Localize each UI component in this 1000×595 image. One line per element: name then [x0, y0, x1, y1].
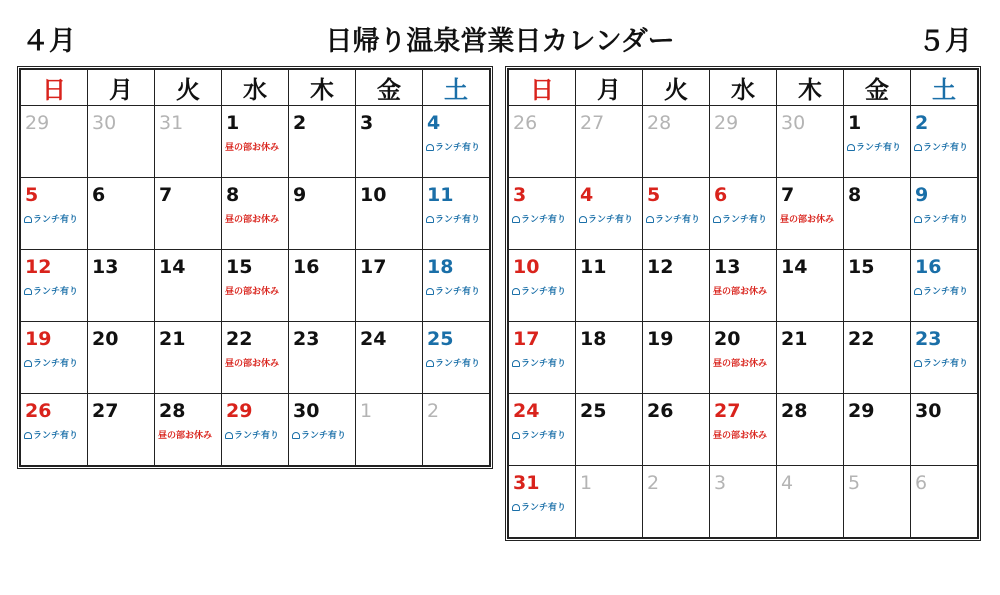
- onsen-icon: [426, 216, 434, 223]
- lunch-available-note: [426, 214, 480, 226]
- weekday-tue: 火: [155, 70, 222, 106]
- weekday-mon: 月: [576, 70, 643, 106]
- day-number: 11: [580, 256, 607, 278]
- day-number: 3: [714, 472, 727, 494]
- weekday-thu: 木: [777, 70, 844, 106]
- lunch-available-note: [426, 142, 480, 154]
- day-cell: [777, 178, 844, 250]
- lunch-label: ランチ有り: [435, 215, 481, 225]
- day-cell: [911, 250, 978, 322]
- day-number: 29: [848, 400, 875, 422]
- day-number: 17: [513, 328, 540, 350]
- day-number: 26: [647, 400, 674, 422]
- day-cell: [289, 178, 356, 250]
- april-calendar: [17, 66, 493, 469]
- day-cell: [88, 322, 155, 394]
- day-number: 2: [427, 400, 440, 422]
- day-cell: [155, 106, 222, 178]
- onsen-icon: [24, 432, 32, 439]
- day-number: 19: [25, 328, 52, 350]
- day-number: 30: [92, 112, 117, 134]
- day-number: 23: [915, 328, 942, 350]
- weekday-sat: 土: [911, 70, 978, 106]
- weekday-header-row: [509, 70, 978, 106]
- lunch-label: ランチ有り: [923, 359, 969, 369]
- day-cell: [911, 178, 978, 250]
- lunch-closed-note: 昼の部お休み: [780, 215, 835, 225]
- day-cell: [222, 250, 289, 322]
- day-number: 7: [781, 184, 795, 206]
- day-cell: [21, 250, 88, 322]
- lunch-closed-note: 昼の部お休み: [713, 359, 768, 369]
- day-number: 18: [427, 256, 454, 278]
- lunch-closed-note: 昼の部お休み: [225, 359, 280, 369]
- day-cell: [576, 322, 643, 394]
- day-number: 28: [781, 400, 808, 422]
- onsen-icon: [914, 144, 922, 151]
- day-cell: [844, 466, 911, 538]
- lunch-closed-note: 昼の部お休み: [158, 431, 213, 441]
- onsen-icon: [914, 360, 922, 367]
- lunch-available-note: [24, 214, 78, 226]
- onsen-icon: [24, 216, 32, 223]
- lunch-available-note: [426, 358, 480, 370]
- week-row: [509, 250, 978, 322]
- day-number: 27: [580, 112, 605, 134]
- day-cell: [777, 466, 844, 538]
- day-cell: [289, 250, 356, 322]
- day-cell: [222, 178, 289, 250]
- day-number: 21: [159, 328, 186, 350]
- day-cell: [643, 322, 710, 394]
- day-cell: [155, 394, 222, 466]
- onsen-icon: [512, 504, 520, 511]
- day-cell: [21, 178, 88, 250]
- day-cell: [88, 250, 155, 322]
- lunch-label: ランチ有り: [33, 287, 79, 297]
- onsen-icon: [426, 144, 434, 151]
- day-number: 11: [427, 184, 454, 206]
- day-number: 4: [781, 472, 794, 494]
- lunch-label: ランチ有り: [234, 431, 280, 441]
- weekday-wed: 水: [222, 70, 289, 106]
- day-number: 8: [848, 184, 862, 206]
- lunch-available-note: [847, 142, 901, 154]
- lunch-available-note: [713, 214, 767, 226]
- weekday-mon: 月: [88, 70, 155, 106]
- onsen-icon: [512, 432, 520, 439]
- onsen-icon: [225, 432, 233, 439]
- week-row: [509, 394, 978, 466]
- day-cell: [222, 394, 289, 466]
- lunch-label: ランチ有り: [435, 143, 481, 153]
- day-cell: [21, 322, 88, 394]
- day-cell: [289, 106, 356, 178]
- day-cell: [710, 322, 777, 394]
- lunch-label: ランチ有り: [722, 215, 768, 225]
- weekday-tue: 火: [643, 70, 710, 106]
- day-cell: [777, 322, 844, 394]
- day-cell: [777, 394, 844, 466]
- day-cell: [423, 250, 490, 322]
- day-cell: [423, 178, 490, 250]
- day-number: 2: [915, 112, 929, 134]
- lunch-available-note: [914, 214, 968, 226]
- day-cell: [576, 466, 643, 538]
- lunch-available-note: [914, 286, 968, 298]
- may-calendar: [505, 66, 981, 541]
- day-number: 26: [25, 400, 52, 422]
- day-cell: [643, 466, 710, 538]
- day-number: 12: [647, 256, 674, 278]
- day-cell: [911, 394, 978, 466]
- weekday-sun: 日: [509, 70, 576, 106]
- day-number: 28: [647, 112, 672, 134]
- day-number: 28: [159, 400, 186, 422]
- day-number: 25: [427, 328, 454, 350]
- week-row: [509, 322, 978, 394]
- day-cell: [155, 178, 222, 250]
- day-number: 21: [781, 328, 808, 350]
- day-number: 29: [226, 400, 253, 422]
- lunch-label: ランチ有り: [33, 431, 79, 441]
- day-number: 5: [25, 184, 39, 206]
- day-number: 10: [513, 256, 540, 278]
- day-number: 14: [159, 256, 186, 278]
- day-number: 8: [226, 184, 240, 206]
- lunch-available-note: [512, 502, 566, 514]
- day-number: 16: [915, 256, 942, 278]
- day-cell: [289, 394, 356, 466]
- lunch-available-note: [225, 430, 279, 442]
- week-row: [509, 106, 978, 178]
- day-cell: [911, 466, 978, 538]
- day-number: 18: [580, 328, 607, 350]
- day-number: 2: [293, 112, 307, 134]
- day-number: 6: [915, 472, 928, 494]
- day-cell: [710, 466, 777, 538]
- day-number: 30: [293, 400, 320, 422]
- day-cell: [509, 322, 576, 394]
- day-cell: [643, 250, 710, 322]
- lunch-label: ランチ有り: [521, 431, 567, 441]
- day-cell: [88, 394, 155, 466]
- day-number: 15: [226, 256, 253, 278]
- week-row: [21, 322, 490, 394]
- day-number: 7: [159, 184, 173, 206]
- onsen-icon: [646, 216, 654, 223]
- day-cell: [911, 322, 978, 394]
- lunch-closed-note: 昼の部お休み: [225, 143, 280, 153]
- day-cell: [643, 178, 710, 250]
- day-number: 22: [848, 328, 875, 350]
- onsen-icon: [512, 288, 520, 295]
- weekday-sun: 日: [21, 70, 88, 106]
- day-number: 26: [513, 112, 538, 134]
- day-number: 31: [159, 112, 184, 134]
- lunch-available-note: [512, 286, 566, 298]
- lunch-available-note: [512, 214, 566, 226]
- week-row: [509, 466, 978, 538]
- day-number: 30: [915, 400, 942, 422]
- weekday-fri: 金: [356, 70, 423, 106]
- day-number: 1: [848, 112, 862, 134]
- weekday-wed: 水: [710, 70, 777, 106]
- day-cell: [844, 178, 911, 250]
- weekday-fri: 金: [844, 70, 911, 106]
- onsen-icon: [847, 144, 855, 151]
- lunch-available-note: [24, 430, 78, 442]
- day-cell: [576, 106, 643, 178]
- lunch-available-note: [292, 430, 346, 442]
- day-number: 30: [781, 112, 806, 134]
- day-cell: [710, 394, 777, 466]
- day-cell: [356, 106, 423, 178]
- week-row: [21, 250, 490, 322]
- onsen-icon: [914, 216, 922, 223]
- lunch-closed-note: 昼の部お休み: [713, 431, 768, 441]
- day-number: 4: [427, 112, 441, 134]
- day-cell: [356, 250, 423, 322]
- day-cell: [289, 322, 356, 394]
- day-cell: [423, 394, 490, 466]
- day-number: 27: [714, 400, 741, 422]
- lunch-available-note: [24, 358, 78, 370]
- lunch-label: ランチ有り: [435, 359, 481, 369]
- day-number: 10: [360, 184, 387, 206]
- onsen-icon: [512, 216, 520, 223]
- day-number: 24: [513, 400, 540, 422]
- onsen-icon: [426, 360, 434, 367]
- day-cell: [844, 322, 911, 394]
- day-cell: [88, 178, 155, 250]
- day-number: 5: [647, 184, 661, 206]
- day-cell: [710, 178, 777, 250]
- lunch-label: ランチ有り: [655, 215, 701, 225]
- lunch-label: ランチ有り: [521, 359, 567, 369]
- day-cell: [710, 106, 777, 178]
- lunch-available-note: [914, 358, 968, 370]
- onsen-icon: [512, 360, 520, 367]
- day-cell: [509, 106, 576, 178]
- april-month-label: ４月: [22, 26, 76, 57]
- lunch-label: ランチ有り: [301, 431, 347, 441]
- day-number: 13: [92, 256, 119, 278]
- may-month-label: ５月: [918, 26, 972, 57]
- onsen-icon: [426, 288, 434, 295]
- day-cell: [21, 106, 88, 178]
- day-number: 1: [226, 112, 240, 134]
- day-cell: [509, 394, 576, 466]
- day-cell: [509, 466, 576, 538]
- day-number: 3: [513, 184, 527, 206]
- day-cell: [643, 394, 710, 466]
- day-number: 24: [360, 328, 387, 350]
- lunch-label: ランチ有り: [856, 143, 902, 153]
- day-number: 14: [781, 256, 808, 278]
- lunch-available-note: [512, 358, 566, 370]
- week-row: [21, 394, 490, 466]
- day-cell: [155, 250, 222, 322]
- day-cell: [356, 322, 423, 394]
- day-number: 3: [360, 112, 374, 134]
- lunch-available-note: [646, 214, 700, 226]
- day-cell: [710, 250, 777, 322]
- lunch-closed-note: 昼の部お休み: [225, 287, 280, 297]
- lunch-available-note: [512, 430, 566, 442]
- day-cell: [777, 106, 844, 178]
- day-cell: [423, 106, 490, 178]
- onsen-icon: [914, 288, 922, 295]
- day-cell: [509, 250, 576, 322]
- day-cell: [911, 106, 978, 178]
- lunch-available-note: [579, 214, 633, 226]
- day-number: 29: [25, 112, 50, 134]
- onsen-icon: [292, 432, 300, 439]
- day-number: 12: [25, 256, 52, 278]
- day-cell: [356, 178, 423, 250]
- lunch-label: ランチ有り: [923, 215, 969, 225]
- day-cell: [777, 250, 844, 322]
- april-calendar-table: [20, 69, 490, 466]
- day-cell: [88, 106, 155, 178]
- weekday-sat: 土: [423, 70, 490, 106]
- day-number: 29: [714, 112, 739, 134]
- lunch-label: ランチ有り: [33, 359, 79, 369]
- day-cell: [844, 250, 911, 322]
- day-cell: [21, 394, 88, 466]
- lunch-label: ランチ有り: [923, 143, 969, 153]
- day-number: 27: [92, 400, 119, 422]
- week-row: [21, 106, 490, 178]
- day-number: 6: [714, 184, 728, 206]
- day-cell: [844, 394, 911, 466]
- day-cell: [576, 178, 643, 250]
- day-cell: [222, 106, 289, 178]
- onsen-icon: [713, 216, 721, 223]
- onsen-icon: [579, 216, 587, 223]
- day-cell: [423, 322, 490, 394]
- day-number: 4: [580, 184, 594, 206]
- day-number: 19: [647, 328, 674, 350]
- day-cell: [576, 394, 643, 466]
- day-number: 13: [714, 256, 741, 278]
- april-weeks: [21, 106, 490, 466]
- day-cell: [222, 322, 289, 394]
- day-number: 23: [293, 328, 320, 350]
- day-number: 16: [293, 256, 320, 278]
- day-number: 17: [360, 256, 387, 278]
- day-number: 22: [226, 328, 253, 350]
- lunch-closed-note: 昼の部お休み: [225, 215, 280, 225]
- day-number: 9: [293, 184, 307, 206]
- day-number: 1: [360, 400, 373, 422]
- day-number: 20: [714, 328, 741, 350]
- lunch-available-note: [426, 286, 480, 298]
- day-cell: [356, 394, 423, 466]
- day-number: 31: [513, 472, 540, 494]
- lunch-label: ランチ有り: [33, 215, 79, 225]
- day-cell: [155, 322, 222, 394]
- lunch-label: ランチ有り: [521, 215, 567, 225]
- day-number: 20: [92, 328, 119, 350]
- onsen-icon: [24, 360, 32, 367]
- may-calendar-table: [508, 69, 978, 538]
- week-row: [21, 178, 490, 250]
- lunch-label: ランチ有り: [435, 287, 481, 297]
- lunch-available-note: [914, 142, 968, 154]
- day-number: 9: [915, 184, 929, 206]
- day-number: 15: [848, 256, 875, 278]
- week-row: [509, 178, 978, 250]
- weekday-header-row: [21, 70, 490, 106]
- may-weeks: [509, 106, 978, 538]
- day-number: 2: [647, 472, 660, 494]
- lunch-label: ランチ有り: [521, 287, 567, 297]
- lunch-label: ランチ有り: [588, 215, 634, 225]
- day-number: 6: [92, 184, 106, 206]
- page-title: 日帰り温泉営業日カレンダー: [325, 26, 675, 57]
- lunch-closed-note: 昼の部お休み: [713, 287, 768, 297]
- day-cell: [509, 178, 576, 250]
- lunch-label: ランチ有り: [923, 287, 969, 297]
- day-number: 5: [848, 472, 861, 494]
- onsen-icon: [24, 288, 32, 295]
- day-cell: [643, 106, 710, 178]
- day-cell: [844, 106, 911, 178]
- day-cell: [576, 250, 643, 322]
- day-number: 1: [580, 472, 593, 494]
- lunch-label: ランチ有り: [521, 503, 567, 513]
- weekday-thu: 木: [289, 70, 356, 106]
- lunch-available-note: [24, 286, 78, 298]
- day-number: 25: [580, 400, 607, 422]
